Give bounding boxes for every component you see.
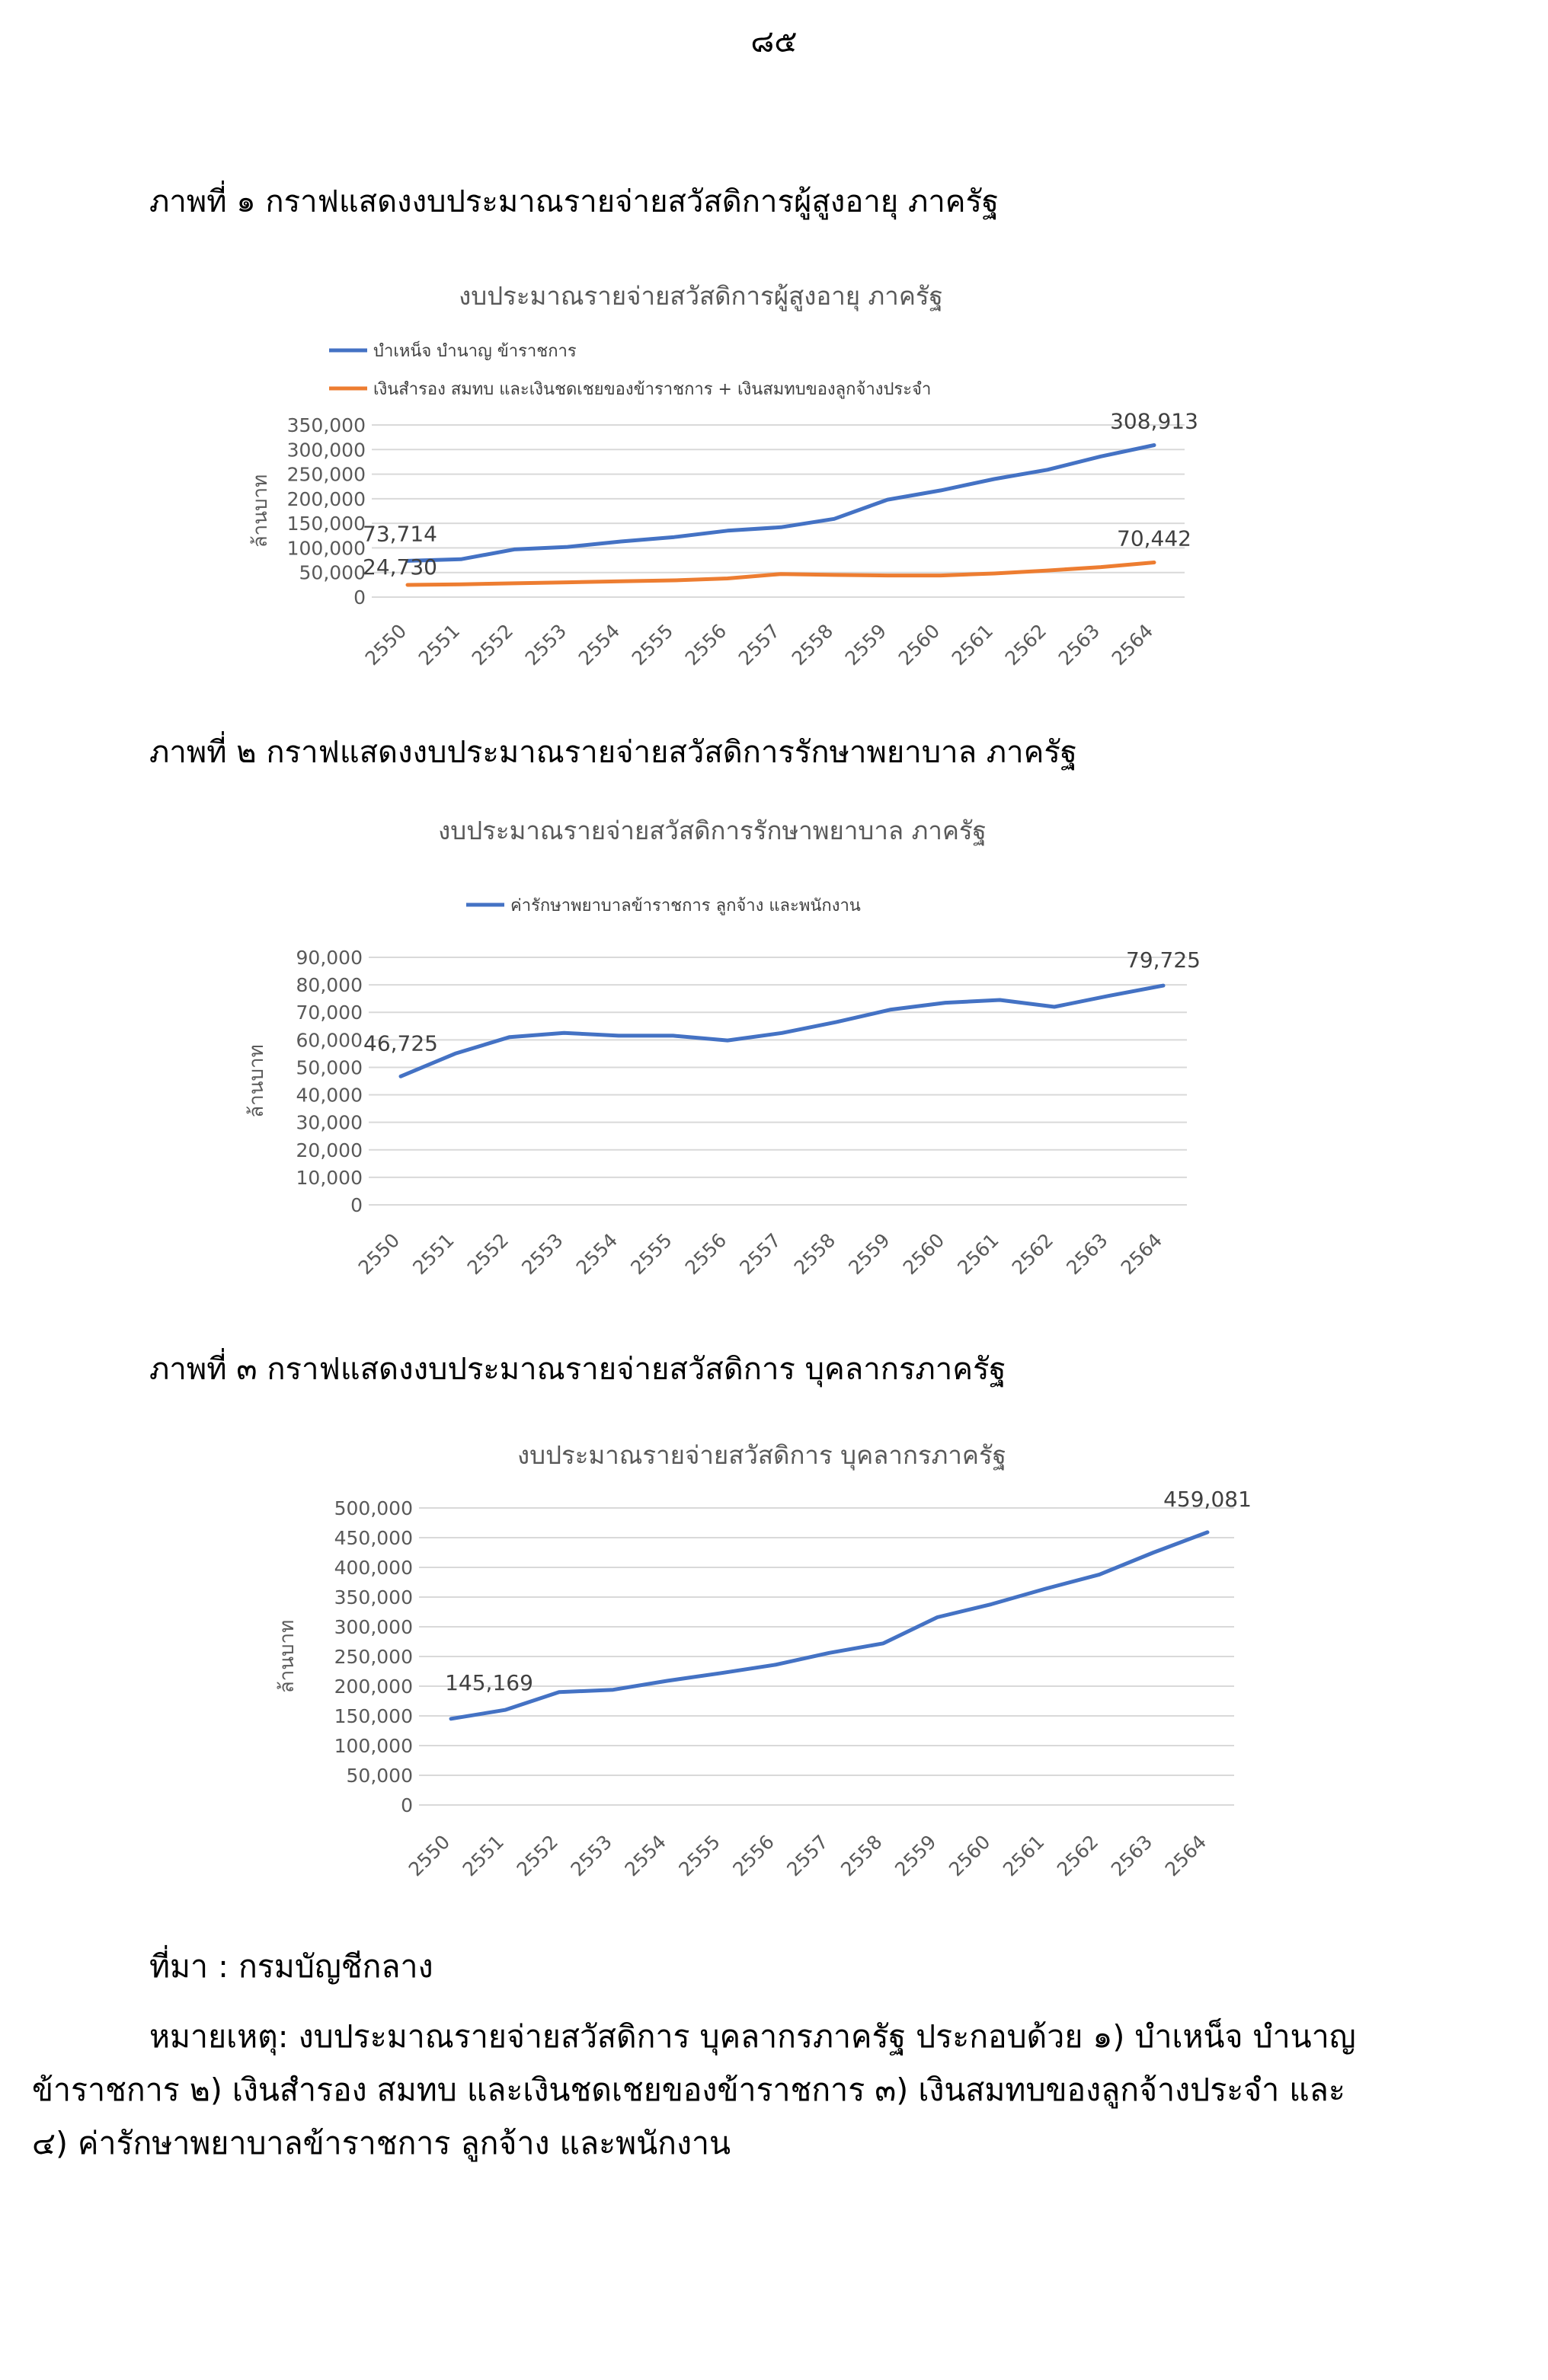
x-tick-label: 2561 [947, 619, 998, 670]
x-tick-label: 2560 [945, 1830, 995, 1881]
series-line [451, 1532, 1207, 1719]
x-tick-label: 2563 [1054, 619, 1105, 670]
series-line [408, 563, 1154, 586]
data-label: 73,714 [363, 521, 437, 547]
y-axis-title: ล้านบาท [245, 1044, 268, 1118]
source-text: ที่มา : กรมบัญชีกลาง [149, 1948, 433, 1985]
x-tick-label: 2564 [1160, 1830, 1211, 1881]
x-tick-label: 2561 [998, 1830, 1049, 1881]
series-line [401, 986, 1163, 1076]
y-tick-label: 350,000 [286, 414, 366, 436]
x-tick-label: 2559 [891, 1830, 941, 1881]
x-tick-label: 2550 [353, 1228, 405, 1279]
x-tick-label: 2556 [680, 619, 731, 670]
personnel-welfare-chart [0, 1432, 1548, 1904]
x-tick-label: 2555 [627, 619, 678, 670]
y-tick-label: 150,000 [286, 513, 366, 535]
data-label: 145,169 [445, 1669, 533, 1695]
x-tick-label: 2559 [840, 619, 891, 670]
y-tick-label: 250,000 [286, 463, 366, 486]
y-tick-label: 70,000 [296, 1002, 363, 1024]
y-tick-label: 150,000 [334, 1705, 413, 1727]
x-tick-label: 2550 [404, 1830, 455, 1881]
legend-entry: เงินสำรอง สมทบ และเงินชดเชยของข้าราชการ + เงินสมทบของลูกจ้างประจำ [373, 380, 932, 399]
x-tick-label: 2560 [894, 619, 945, 670]
x-tick-label: 2551 [414, 619, 465, 670]
note-line-1: หมายเหตุ: งบประมาณรายจ่ายสวัสดิการ บุคลากรภาครัฐ ประกอบด้วย ๑) บำเหน็จ บำนาญ [149, 2018, 1356, 2055]
x-tick-label: 2557 [734, 619, 785, 670]
x-tick-label: 2555 [674, 1830, 724, 1881]
data-label: 46,725 [363, 1030, 438, 1056]
elderly-welfare-chart [0, 267, 1548, 693]
y-tick-label: 300,000 [334, 1616, 413, 1638]
x-tick-label: 2558 [787, 619, 838, 670]
y-tick-label: 200,000 [286, 487, 366, 510]
data-label: 459,081 [1163, 1486, 1252, 1512]
y-tick-label: 0 [353, 586, 366, 609]
x-tick-label: 2556 [728, 1830, 779, 1881]
y-tick-label: 0 [350, 1194, 363, 1216]
note-line-3: ๔) ค่ารักษาพยาบาลข้าราชการ ลูกจ้าง และพนักงาน [32, 2125, 731, 2161]
x-tick-label: 2564 [1107, 619, 1158, 670]
y-tick-label: 450,000 [334, 1527, 413, 1549]
chart-title: งบประมาณรายจ่ายสวัสดิการ บุคลากรภาครัฐ [517, 1440, 1006, 1470]
x-tick-label: 2560 [898, 1228, 949, 1279]
y-tick-label: 400,000 [334, 1557, 413, 1579]
legend-entry: ค่ารักษาพยาบาลข้าราชการ ลูกจ้าง และพนักงาน [510, 896, 861, 915]
series-line [408, 446, 1154, 561]
y-tick-label: 500,000 [334, 1497, 413, 1519]
page-number: ๘๕ [750, 24, 798, 59]
x-tick-label: 2551 [458, 1830, 509, 1881]
data-label: 24,730 [363, 554, 437, 580]
y-tick-label: 250,000 [334, 1646, 413, 1668]
x-tick-label: 2552 [462, 1228, 513, 1279]
x-tick-label: 2561 [953, 1228, 1003, 1279]
figure-2-caption: ภาพที่ ๒ กราฟแสดงงบประมาณรายจ่ายสวัสดิการรักษาพยาบาล ภาครัฐ [149, 735, 1077, 770]
x-tick-label: 2563 [1062, 1228, 1112, 1279]
x-tick-label: 2562 [1007, 1228, 1058, 1279]
data-label: 70,442 [1117, 526, 1191, 551]
y-tick-label: 50,000 [346, 1765, 413, 1787]
y-axis-title: ล้านบาท [276, 1619, 299, 1694]
legend-entry: บำเหน็จ บำนาญ ข้าราชการ [373, 342, 577, 361]
x-tick-label: 2556 [680, 1228, 731, 1279]
y-tick-label: 60,000 [296, 1029, 363, 1052]
y-tick-label: 0 [401, 1794, 413, 1816]
data-label: 308,913 [1110, 408, 1198, 434]
y-tick-label: 80,000 [296, 974, 363, 997]
y-axis-title: ล้านบาท [249, 474, 272, 548]
x-tick-label: 2558 [789, 1228, 840, 1279]
x-tick-label: 2558 [836, 1830, 887, 1881]
x-tick-label: 2554 [571, 1228, 622, 1279]
y-tick-label: 30,000 [296, 1111, 363, 1134]
x-tick-label: 2555 [626, 1228, 676, 1279]
note-line-2: ข้าราชการ ๒) เงินสำรอง สมทบ และเงินชดเชยของข้าราชการ ๓) เงินสมทบของลูกจ้างประจำ และ [32, 2072, 1345, 2108]
x-tick-label: 2562 [1052, 1830, 1103, 1881]
x-tick-label: 2552 [512, 1830, 563, 1881]
x-tick-label: 2564 [1116, 1228, 1167, 1279]
x-tick-label: 2551 [408, 1228, 459, 1279]
y-tick-label: 50,000 [299, 561, 366, 584]
x-tick-label: 2563 [1106, 1830, 1157, 1881]
figure-1-caption: ภาพที่ ๑ กราฟแสดงงบประมาณรายจ่ายสวัสดิการผู้สูงอายุ ภาครัฐ [149, 184, 999, 219]
data-label: 79,725 [1126, 947, 1201, 973]
y-tick-label: 50,000 [296, 1056, 363, 1079]
y-tick-label: 40,000 [296, 1084, 363, 1107]
x-tick-label: 2562 [1000, 619, 1051, 670]
medical-welfare-chart [0, 807, 1548, 1325]
y-tick-label: 90,000 [296, 947, 363, 969]
x-tick-label: 2553 [520, 619, 571, 670]
x-tick-label: 2554 [620, 1830, 670, 1881]
figure-3-caption: ภาพที่ ๓ กราฟแสดงงบประมาณรายจ่ายสวัสดิการ บุคลากรภาครัฐ [149, 1352, 1006, 1387]
y-tick-label: 10,000 [296, 1166, 363, 1189]
x-tick-label: 2553 [566, 1830, 617, 1881]
y-tick-label: 300,000 [286, 439, 366, 462]
chart-title: งบประมาณรายจ่ายสวัสดิการผู้สูงอายุ ภาครัฐ [459, 281, 943, 311]
y-tick-label: 20,000 [296, 1139, 363, 1161]
x-tick-label: 2554 [574, 619, 625, 670]
y-tick-label: 100,000 [286, 537, 366, 560]
x-tick-label: 2550 [360, 619, 411, 670]
x-tick-label: 2552 [467, 619, 518, 670]
chart-title: งบประมาณรายจ่ายสวัสดิการรักษาพยาบาล ภาครัฐ [438, 816, 987, 845]
y-tick-label: 100,000 [334, 1735, 413, 1757]
y-tick-label: 200,000 [334, 1676, 413, 1698]
x-tick-label: 2557 [782, 1830, 833, 1881]
x-tick-label: 2557 [735, 1228, 785, 1279]
y-tick-label: 350,000 [334, 1586, 413, 1608]
x-tick-label: 2559 [844, 1228, 894, 1279]
x-tick-label: 2553 [517, 1228, 568, 1279]
